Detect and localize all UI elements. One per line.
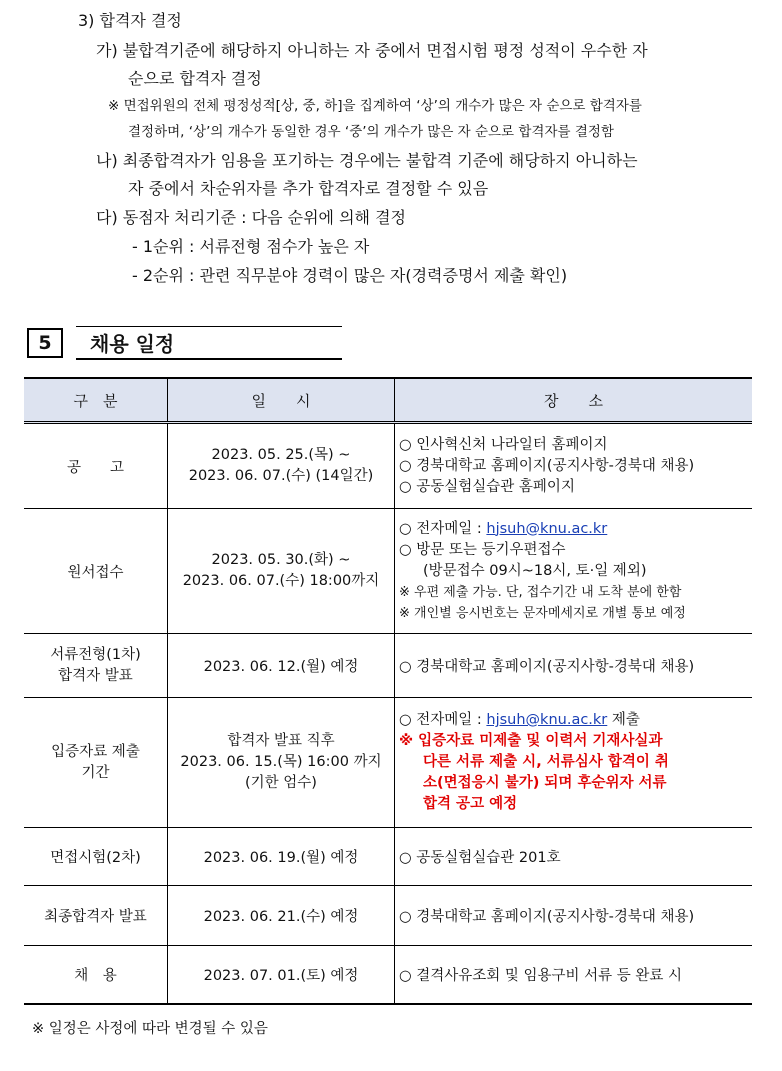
warning-line: 다른 서류 제출 시, 서류심사 합격이 취 (423, 754, 669, 770)
label-line: 기간 (81, 764, 110, 781)
date-line: 합격자 발표 직후 (227, 733, 335, 749)
clause-ga-line2: 순으로 합격자 결정 (128, 69, 262, 88)
table-row (24, 698, 752, 828)
section-number: 5 (27, 328, 63, 358)
row-date: 2023. 07. 01.(토) 예정 (168, 946, 395, 1004)
place-line: (방문접수 09시~18시, 토·일 제외) (423, 562, 647, 579)
header-datetime: 일 시 (168, 378, 395, 423)
warning-line: 소(면접응시 불가) 되며 후순위자 서류 (423, 775, 667, 791)
place-note: ※ 우편 제출 가능. 단, 접수기간 내 도착 분에 한함 (399, 584, 682, 600)
row-label: 원서접수 (24, 509, 168, 634)
row-date: 2023. 06. 12.(월) 예정 (168, 634, 395, 698)
email-prefix: ○ 전자메일 : (399, 712, 487, 728)
table-row (24, 423, 752, 509)
rank-1: - 1순위 : 서류전형 점수가 높은 자 (132, 237, 370, 256)
row-place: ○ 경북대학교 홈페이지(공지사항-경북대 채용) (395, 634, 753, 698)
header-place: 장 소 (395, 378, 753, 423)
table-header-row (24, 378, 752, 423)
row-label (24, 698, 168, 828)
email-line (399, 519, 752, 540)
date-line: 2023. 06. 07.(수) (14일간) (188, 468, 374, 484)
row-place: ○ 경북대학교 홈페이지(공지사항-경북대 채용) (395, 886, 753, 946)
note-line2: 결정하며, ‘상’의 개수가 동일한 경우 ‘중’의 개수가 많은 자 순으로 합격자를 결정함 (128, 124, 614, 140)
date-line: (기한 엄수) (245, 775, 317, 791)
place-line: ○ 경북대학교 홈페이지(공지사항-경북대 채용) (399, 457, 695, 474)
item-3-heading: 3) 합격자 결정 (78, 11, 182, 30)
table-row (24, 509, 752, 634)
email-suffix: 제출 (607, 712, 640, 728)
date-line: 2023. 06. 07.(수) 18:00까지 (182, 573, 380, 589)
row-date (168, 509, 395, 634)
clause-ga-line1: 가) 불합격기준에 해당하지 아니하는 자 중에서 면접시험 평정 성적이 우수한 자 (96, 41, 648, 60)
schedule-table (24, 377, 752, 1005)
email-link[interactable]: hjsuh@knu.ac.kr (486, 520, 608, 537)
row-place: ○ 공동실험실습관 201호 (395, 828, 753, 886)
table-row (24, 946, 752, 1004)
row-date: 2023. 06. 19.(월) 예정 (168, 828, 395, 886)
row-place (395, 698, 753, 828)
row-date: 2023. 06. 21.(수) 예정 (168, 886, 395, 946)
clause-da: 다) 동점자 처리기준 : 다음 순위에 의해 결정 (96, 208, 406, 227)
label-line: 서류전형(1차) (50, 646, 141, 663)
row-label (24, 634, 168, 698)
clause-na-line2: 자 중에서 차순위자를 추가 합격자로 결정할 수 있음 (128, 179, 489, 198)
place-line: ○ 방문 또는 등기우편접수 (399, 541, 566, 558)
row-label: 면접시험(2차) (24, 828, 168, 886)
note-line1: ※ 면접위원의 전체 평정성적[상, 중, 하]을 집계하여 ‘상’의 개수가 많은 자 순으로 합격자를 (108, 98, 642, 114)
row-place (395, 509, 753, 634)
label-line: 합격자 발표 (58, 667, 133, 684)
label-line: 입증자료 제출 (51, 743, 140, 760)
email-line (399, 710, 752, 731)
section-title: 채용 일정 (76, 326, 342, 360)
rank-2: - 2순위 : 관련 직무분야 경력이 많은 자(경력증명서 제출 확인) (132, 266, 568, 285)
row-label: 최종합격자 발표 (24, 886, 168, 946)
table-row (24, 634, 752, 698)
footnote: ※ 일정은 사정에 따라 변경될 수 있음 (32, 1021, 268, 1037)
row-date (168, 423, 395, 509)
table-row (24, 828, 752, 886)
email-link[interactable]: hjsuh@knu.ac.kr (486, 712, 608, 728)
row-place (395, 423, 753, 509)
warning-line: 합격 공고 예정 (423, 796, 518, 812)
email-prefix: ○ 전자메일 : (399, 520, 487, 537)
row-label: 공 고 (24, 423, 168, 509)
header-category: 구 분 (24, 378, 168, 423)
warning-line: ※ 입증자료 미제출 및 이력서 기재사실과 (399, 733, 663, 749)
row-label: 채 용 (24, 946, 168, 1004)
row-place: ○ 결격사유조회 및 임용구비 서류 등 완료 시 (395, 946, 753, 1004)
place-note: ※ 개인별 응시번호는 문자메세지로 개별 통보 예정 (399, 605, 686, 621)
date-line: 2023. 05. 25.(목) ~ (211, 447, 351, 463)
place-line: ○ 인사혁신처 나라일터 홈페이지 (399, 436, 608, 453)
date-line: 2023. 06. 15.(목) 16:00 까지 (180, 754, 382, 770)
place-line: ○ 공동실험실습관 홈페이지 (399, 478, 575, 495)
row-date (168, 698, 395, 828)
clause-na-line1: 나) 최종합격자가 임용을 포기하는 경우에는 불합격 기준에 해당하지 아니하는 (96, 151, 638, 170)
table-row (24, 886, 752, 946)
date-line: 2023. 05. 30.(화) ~ (211, 552, 351, 568)
